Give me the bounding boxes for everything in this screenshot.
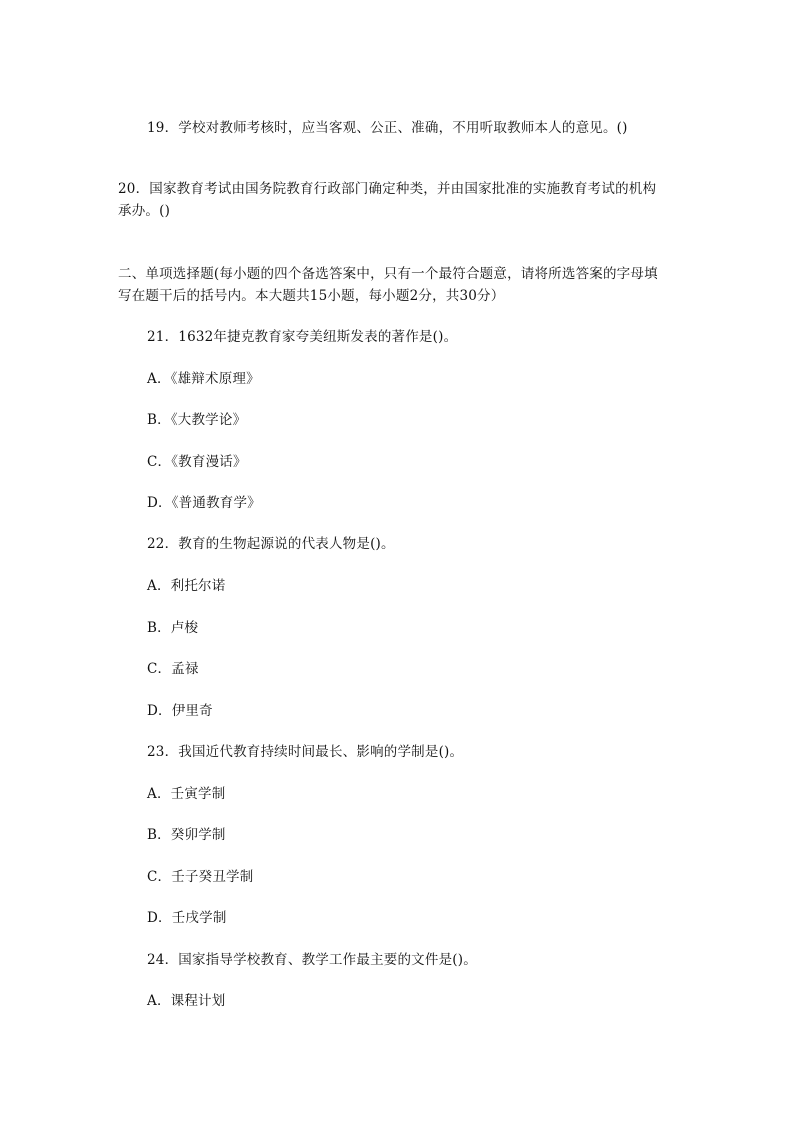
section-heading-line-1: 二、单项选择题(每小题的四个备选答案中，只有一个最符合题意，请将所选答案的字母填 — [118, 266, 658, 282]
question-23-option-a: A．壬寅学制 — [147, 786, 226, 802]
question-22-option-b: B．卢梭 — [147, 620, 199, 636]
question-21-stem: 21．1632年捷克教育家夸美纽斯发表的著作是()。 — [147, 329, 458, 345]
question-23-stem: 23．我国近代教育持续时间最长、影响的学制是()。 — [147, 744, 464, 760]
question-22-option-d: D．伊里奇 — [147, 703, 213, 719]
question-21-option-b: B．《大教学论》 — [147, 412, 247, 428]
question-21-option-d: D．《普通教育学》 — [147, 495, 261, 511]
question-20-line-2: 承办。() — [118, 203, 171, 219]
question-24-option-a: A．课程计划 — [147, 993, 226, 1009]
question-23-option-b: B．癸卯学制 — [147, 827, 226, 843]
question-21-option-c: C．《教育漫话》 — [147, 454, 247, 470]
question-20-line-1: 20．国家教育考试由国务院教育行政部门确定种类，并由国家批准的实施教育考试的机构 — [118, 181, 657, 197]
question-21-option-a: A．《雄辩术原理》 — [147, 371, 260, 387]
question-19: 19．学校对教师考核时，应当客观、公正、准确，不用听取教师本人的意见。() — [147, 120, 628, 136]
question-22-option-a: A．利托尔诺 — [147, 578, 226, 594]
question-23-option-d: D．壬戌学制 — [147, 910, 227, 926]
question-22-option-c: C．孟禄 — [147, 661, 199, 677]
question-24-stem: 24．国家指导学校教育、教学工作最主要的文件是()。 — [147, 952, 477, 968]
question-22-stem: 22．教育的生物起源说的代表人物是()。 — [147, 536, 395, 552]
section-heading-line-2: 写在题干后的括号内。本大题共15小题，每小题2分，共30分） — [118, 288, 505, 304]
question-23-option-c: C．壬子癸丑学制 — [147, 869, 254, 885]
